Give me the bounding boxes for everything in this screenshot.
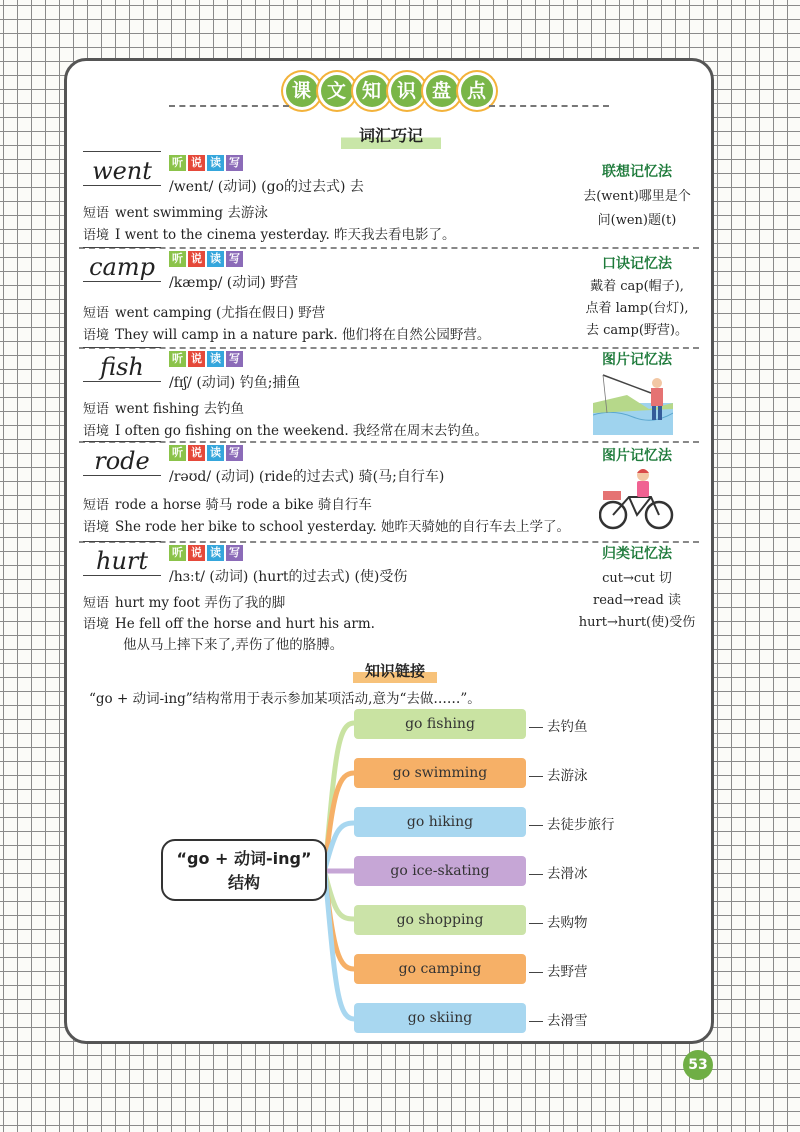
title-char: 课 <box>286 75 318 107</box>
listen-badge: 听 <box>169 251 186 267</box>
knowledge-link-heading: 知识链接 <box>353 659 437 683</box>
phonetic-definition: /hɜːt/ (动词) (hurt的过去式) (使)受伤 <box>169 569 408 585</box>
phonetic-definition: /went/ (动词) (go的过去式) 去 <box>169 179 364 195</box>
phrase-line: 短语 went swimming 去游泳 <box>83 205 268 221</box>
memory-method-title: 口诀记忆法 <box>602 256 672 272</box>
vocab-word: rode <box>83 447 161 476</box>
branch-go-skiing: go skiing <box>354 1003 526 1033</box>
write-badge: 写 <box>226 251 243 267</box>
memory-line: 戴着 cap(帽子), <box>590 279 684 294</box>
title-char: 文 <box>321 75 353 107</box>
vocab-word: fish <box>83 353 161 382</box>
structure-sublabel: 结构 <box>227 873 260 892</box>
vocab-word: camp <box>83 253 161 282</box>
listen-badge: 听 <box>169 351 186 367</box>
phrase-line: 短语 went camping (尤指在假日) 野营 <box>83 305 326 321</box>
branch-go-ice-skating: go ice-skating <box>354 856 526 886</box>
branch-go-swimming: go swimming <box>354 758 526 788</box>
memory-line: 点着 lamp(台灯), <box>585 301 689 316</box>
branch-go-hiking: go hiking <box>354 807 526 837</box>
context-line: 语境 I often go fishing on the weekend. 我经常在周末去钓鱼。 <box>83 423 488 439</box>
memory-line: cut→cut 切 <box>602 571 672 586</box>
phrase-line: 短语 rode a horse 骑马 rode a bike 骑自行车 <box>83 497 372 513</box>
branch-meaning: 去游泳 <box>529 764 588 784</box>
memory-method-title: 联想记忆法 <box>602 164 672 180</box>
listen-badge: 听 <box>169 155 186 171</box>
read-badge: 读 <box>207 545 224 561</box>
structure-label: “go + 动词-ing” <box>176 849 312 868</box>
context-line: 语境 I went to the cinema yesterday. 昨天我去看电影了。 <box>83 227 456 243</box>
memory-line: 去(went)哪里是个 <box>583 189 691 204</box>
title-char: 盘 <box>426 75 458 107</box>
memory-line: hurt→hurt(使)受伤 <box>578 615 696 630</box>
write-badge: 写 <box>226 351 243 367</box>
phrase-line: 短语 hurt my foot 弄伤了我的脚 <box>83 595 286 611</box>
phonetic-definition: /kæmp/ (动词) 野营 <box>169 275 299 291</box>
phonetic-definition: /fɪʃ/ (动词) 钓鱼;捕鱼 <box>169 375 301 391</box>
branch-meaning: 去钓鱼 <box>529 715 588 735</box>
page-number: 53 <box>683 1050 713 1080</box>
memory-line: 问(wen)题(t) <box>597 213 677 228</box>
branch-go-shopping: go shopping <box>354 905 526 935</box>
vocab-word: went <box>83 157 161 186</box>
phonetic-definition: /rəʊd/ (动词) (ride的过去式) 骑(马;自行车) <box>169 469 445 485</box>
context-line: 语境 She rode her bike to school yesterday. 她昨天骑她的自行车去上学了。 <box>83 519 571 535</box>
write-badge: 写 <box>226 445 243 461</box>
title-char: 知 <box>356 75 388 107</box>
speak-badge: 说 <box>188 251 205 267</box>
vocab-section-heading: 词汇巧记 <box>341 123 441 149</box>
context-line: 语境 They will camp in a nature park. 他们将在自然公园野营。 <box>83 327 491 343</box>
write-badge: 写 <box>226 155 243 171</box>
context-translation: 他从马上摔下来了,弄伤了他的胳膊。 <box>123 637 344 653</box>
knowledge-link-text: “go + 动词-ing”结构常用于表示参加某项活动,意为“去做……”。 <box>89 691 481 707</box>
branch-meaning: 去滑冰 <box>529 862 588 882</box>
branch-meaning: 去野营 <box>529 960 588 980</box>
read-badge: 读 <box>207 445 224 461</box>
write-badge: 写 <box>226 545 243 561</box>
branch-meaning: 去购物 <box>529 911 588 931</box>
read-badge: 读 <box>207 155 224 171</box>
speak-badge: 说 <box>188 155 205 171</box>
branch-meaning: 去徒步旅行 <box>529 813 615 833</box>
listen-badge: 听 <box>169 445 186 461</box>
branch-meaning: 去滑雪 <box>529 1009 588 1029</box>
context-line: 语境 He fell off the horse and hurt his arm. <box>83 616 375 632</box>
listen-badge: 听 <box>169 545 186 561</box>
read-badge: 读 <box>207 251 224 267</box>
vocab-word: hurt <box>83 547 161 576</box>
memory-line: read→read 读 <box>593 593 681 608</box>
memory-method-title: 图片记忆法 <box>602 352 672 368</box>
speak-badge: 说 <box>188 445 205 461</box>
speak-badge: 说 <box>188 351 205 367</box>
title-char: 识 <box>391 75 423 107</box>
go-ing-structure-box <box>161 839 327 901</box>
phrase-line: 短语 went fishing 去钓鱼 <box>83 401 245 417</box>
memory-method-title: 归类记忆法 <box>602 546 672 562</box>
memory-line: 去 camp(野营)。 <box>586 323 688 338</box>
branch-go-fishing: go fishing <box>354 709 526 739</box>
memory-method-title: 图片记忆法 <box>602 448 672 464</box>
speak-badge: 说 <box>188 545 205 561</box>
branch-go-camping: go camping <box>354 954 526 984</box>
title-char: 点 <box>461 75 493 107</box>
read-badge: 读 <box>207 351 224 367</box>
lesson-card <box>64 58 714 1044</box>
